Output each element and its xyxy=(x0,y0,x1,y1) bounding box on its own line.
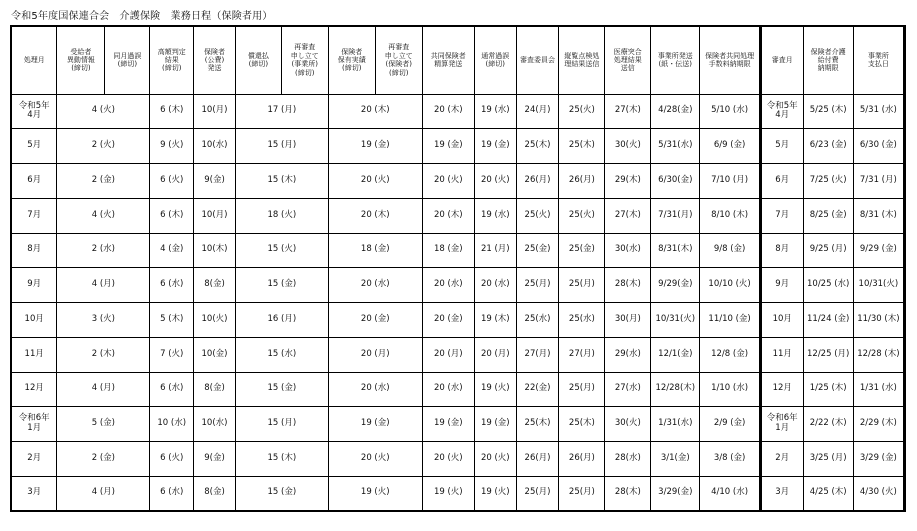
table-cell: 6 (木) xyxy=(150,94,194,129)
table-cell: 12/25 (月) xyxy=(803,337,853,372)
table-row xyxy=(11,233,905,268)
table-cell: 15 (金) xyxy=(235,268,328,303)
table-row xyxy=(11,198,905,233)
month-cell: 6月 xyxy=(11,164,57,199)
review-month-cell: 3月 xyxy=(760,476,803,511)
table-cell: 20 (火) xyxy=(474,164,516,199)
table-cell: 6 (火) xyxy=(150,442,194,477)
table-cell: 22(金) xyxy=(516,372,559,407)
table-cell: 4 (月) xyxy=(57,372,150,407)
table-cell: 6 (水) xyxy=(150,372,194,407)
table-cell: 25(金) xyxy=(559,233,605,268)
table-cell: 20 (水) xyxy=(422,268,474,303)
month-cell: 9月 xyxy=(11,268,57,303)
table-cell: 20 (火) xyxy=(328,164,422,199)
table-cell: 9(金) xyxy=(194,164,236,199)
table-cell: 25(火) xyxy=(516,198,559,233)
table-cell: 2 (火) xyxy=(57,129,150,164)
table-cell: 20 (木) xyxy=(422,198,474,233)
table-cell: 15 (金) xyxy=(235,372,328,407)
document-title: 令和5年度国保連合会 介護保険 業務日程（保険者用） xyxy=(11,11,273,22)
table-cell: 19 (金) xyxy=(422,407,474,442)
table-cell: 4/10 (水) xyxy=(700,476,761,511)
month-cell: 7月 xyxy=(11,198,57,233)
table-cell: 8(金) xyxy=(194,268,236,303)
table-cell: 1/10 (水) xyxy=(700,372,761,407)
table-row xyxy=(11,372,905,407)
header-cell: 事業所 支払日 xyxy=(853,26,904,94)
table-cell: 9/29(金) xyxy=(651,268,700,303)
table-row xyxy=(11,129,905,164)
table-cell: 8/31(木) xyxy=(651,233,700,268)
table-cell: 15 (火) xyxy=(235,233,328,268)
table-cell: 15 (金) xyxy=(235,476,328,511)
header-cell: 処理月 xyxy=(11,26,57,94)
table-cell: 5 (金) xyxy=(57,407,150,442)
table-cell: 9/8 (金) xyxy=(700,233,761,268)
table-cell: 20 (水) xyxy=(422,372,474,407)
table-cell: 10 (水) xyxy=(150,407,194,442)
table-cell: 10(木) xyxy=(194,233,236,268)
table-cell: 1/31 (水) xyxy=(853,372,904,407)
table-cell: 2 (金) xyxy=(57,442,150,477)
table-cell: 20 (月) xyxy=(422,337,474,372)
table-cell: 30(水) xyxy=(605,233,651,268)
header-cell: 審査月 xyxy=(760,26,803,94)
table-cell: 15 (木) xyxy=(235,442,328,477)
table-cell: 7/31 (月) xyxy=(853,164,904,199)
table-cell: 25(木) xyxy=(516,407,559,442)
table-cell: 8/31 (木) xyxy=(853,198,904,233)
table-cell: 1/25 (木) xyxy=(803,372,853,407)
table-cell: 2/9 (金) xyxy=(700,407,761,442)
table-cell: 27(木) xyxy=(605,94,651,129)
table-cell: 20 (金) xyxy=(422,303,474,338)
table-cell: 9/29 (金) xyxy=(853,233,904,268)
table-cell: 27(月) xyxy=(559,337,605,372)
table-cell: 20 (金) xyxy=(328,303,422,338)
table-cell: 15 (水) xyxy=(235,337,328,372)
table-cell: 6 (水) xyxy=(150,476,194,511)
table-cell: 24(月) xyxy=(516,94,559,129)
table-cell: 19 (木) xyxy=(474,303,516,338)
table-cell: 6/9 (金) xyxy=(700,129,761,164)
table-row xyxy=(11,442,905,477)
header-cell: 共同保険者 精算発送 xyxy=(422,26,474,94)
table-cell: 19 (金) xyxy=(422,129,474,164)
table-cell: 26(月) xyxy=(559,164,605,199)
table-cell: 2/22 (木) xyxy=(803,407,853,442)
header-cell: 事業所発送 (紙・伝送) xyxy=(651,26,700,94)
table-cell: 4/28(金) xyxy=(651,94,700,129)
table-cell: 3/25 (月) xyxy=(803,442,853,477)
table-cell: 8(金) xyxy=(194,476,236,511)
table-row xyxy=(11,407,905,442)
table-cell: 19 (火) xyxy=(474,476,516,511)
table-cell: 4 (金) xyxy=(150,233,194,268)
header-cell: 保険者共同処理 手数料納期限 xyxy=(700,26,761,94)
table-cell: 5/25 (木) xyxy=(803,94,853,129)
header-cell: 保険者 (公費) 発送 xyxy=(194,26,236,94)
table-cell: 10/31(火) xyxy=(853,268,904,303)
review-month-cell: 令和6年 1月 xyxy=(760,407,803,442)
review-month-cell: 2月 xyxy=(760,442,803,477)
table-cell: 3/29(金) xyxy=(651,476,700,511)
review-month-cell: 5月 xyxy=(760,129,803,164)
table-cell: 4/30 (火) xyxy=(853,476,904,511)
table-cell: 5/31 (水) xyxy=(853,94,904,129)
table-cell: 19 (金) xyxy=(474,129,516,164)
table-cell: 20 (水) xyxy=(328,372,422,407)
table-cell: 5/31(水) xyxy=(651,129,700,164)
table-cell: 16 (月) xyxy=(235,303,328,338)
month-cell: 10月 xyxy=(11,303,57,338)
table-cell: 4 (火) xyxy=(57,94,150,129)
table-cell: 9/25 (月) xyxy=(803,233,853,268)
table-cell: 27(月) xyxy=(516,337,559,372)
table-cell: 4 (月) xyxy=(57,476,150,511)
schedule-body xyxy=(11,94,905,511)
table-cell: 20 (火) xyxy=(474,442,516,477)
header-cell: 高額判定 結果 (締切) xyxy=(150,26,194,94)
table-row xyxy=(11,268,905,303)
table-row xyxy=(11,303,905,338)
table-cell: 25(火) xyxy=(559,198,605,233)
table-cell: 18 (火) xyxy=(235,198,328,233)
table-cell: 27(木) xyxy=(605,198,651,233)
table-cell: 25(水) xyxy=(559,303,605,338)
header-cell: 再審査 申し立て (保険者) (締切) xyxy=(375,26,422,94)
table-cell: 19 (火) xyxy=(328,476,422,511)
table-cell: 11/24 (金) xyxy=(803,303,853,338)
review-month-cell: 8月 xyxy=(760,233,803,268)
header-cell: 通常過誤 (締切) xyxy=(474,26,516,94)
header-cell: 医療突合 処理結果 送信 xyxy=(605,26,651,94)
month-cell: 8月 xyxy=(11,233,57,268)
table-cell: 15 (月) xyxy=(235,407,328,442)
table-cell: 29(木) xyxy=(605,164,651,199)
table-cell: 30(火) xyxy=(605,407,651,442)
table-cell: 12/1(金) xyxy=(651,337,700,372)
table-cell: 12/28(木) xyxy=(651,372,700,407)
table-cell: 10/10 (火) xyxy=(700,268,761,303)
table-cell: 28(水) xyxy=(605,442,651,477)
table-cell: 19 (水) xyxy=(474,94,516,129)
table-cell: 29(水) xyxy=(605,337,651,372)
table-cell: 4/25 (木) xyxy=(803,476,853,511)
table-cell: 2 (金) xyxy=(57,164,150,199)
table-cell: 19 (金) xyxy=(474,407,516,442)
table-row xyxy=(11,476,905,511)
table-cell: 4 (月) xyxy=(57,268,150,303)
table-cell: 10(金) xyxy=(194,337,236,372)
table-cell: 20 (月) xyxy=(328,337,422,372)
table-cell: 25(木) xyxy=(559,129,605,164)
table-cell: 20 (木) xyxy=(328,198,422,233)
header-cell: 審査委員会 xyxy=(516,26,559,94)
review-month-cell: 11月 xyxy=(760,337,803,372)
table-cell: 25(月) xyxy=(559,476,605,511)
table-row xyxy=(11,337,905,372)
table-cell: 19 (水) xyxy=(474,198,516,233)
table-cell: 11/30 (木) xyxy=(853,303,904,338)
table-row xyxy=(11,94,905,129)
table-cell: 15 (月) xyxy=(235,129,328,164)
table-cell: 25(月) xyxy=(559,268,605,303)
month-cell: 令和6年 1月 xyxy=(11,407,57,442)
table-cell: 17 (月) xyxy=(235,94,328,129)
table-cell: 25(水) xyxy=(516,303,559,338)
table-cell: 10(水) xyxy=(194,129,236,164)
table-cell: 8/10 (木) xyxy=(700,198,761,233)
table-cell: 25(木) xyxy=(559,407,605,442)
table-cell: 30(月) xyxy=(605,303,651,338)
header-cell: 縦覧点検処 理結果送信 xyxy=(559,26,605,94)
table-cell: 3/1(金) xyxy=(651,442,700,477)
header-cell: 保険者介護 給付費 納期限 xyxy=(803,26,853,94)
table-cell: 28(木) xyxy=(605,476,651,511)
table-cell: 19 (金) xyxy=(328,129,422,164)
review-month-cell: 7月 xyxy=(760,198,803,233)
table-cell: 6 (火) xyxy=(150,164,194,199)
month-cell: 11月 xyxy=(11,337,57,372)
table-cell: 2/29 (木) xyxy=(853,407,904,442)
month-cell: 2月 xyxy=(11,442,57,477)
table-cell: 25(火) xyxy=(559,94,605,129)
table-cell: 3/29 (金) xyxy=(853,442,904,477)
table-cell: 12/28 (木) xyxy=(853,337,904,372)
table-cell: 30(火) xyxy=(605,129,651,164)
header-cell: 受給者 異動情報 (締切) xyxy=(57,26,105,94)
table-cell: 25(月) xyxy=(559,372,605,407)
table-cell: 7/10 (月) xyxy=(700,164,761,199)
table-cell: 12/8 (金) xyxy=(700,337,761,372)
table-cell: 1/31(水) xyxy=(651,407,700,442)
table-cell: 25(月) xyxy=(516,268,559,303)
table-cell: 3/8 (金) xyxy=(700,442,761,477)
header-cell: 償還払 (締切) xyxy=(235,26,281,94)
table-cell: 20 (水) xyxy=(474,268,516,303)
table-cell: 2 (木) xyxy=(57,337,150,372)
header-cell: 再審査 申し立て (事業所) (締切) xyxy=(281,26,328,94)
review-month-cell: 令和5年 4月 xyxy=(760,94,803,129)
table-cell: 5/10 (水) xyxy=(700,94,761,129)
table-cell: 10/25 (水) xyxy=(803,268,853,303)
schedule-table xyxy=(10,25,906,512)
table-row xyxy=(11,164,905,199)
table-cell: 15 (木) xyxy=(235,164,328,199)
table-cell: 7/31(月) xyxy=(651,198,700,233)
table-cell: 20 (火) xyxy=(422,164,474,199)
month-cell: 令和5年 4月 xyxy=(11,94,57,129)
table-cell: 18 (金) xyxy=(328,233,422,268)
table-cell: 3 (火) xyxy=(57,303,150,338)
table-cell: 19 (火) xyxy=(422,476,474,511)
table-cell: 21 (月) xyxy=(474,233,516,268)
month-cell: 12月 xyxy=(11,372,57,407)
header-cell: 同月過誤 (締切) xyxy=(105,26,150,94)
table-cell: 4 (火) xyxy=(57,198,150,233)
table-cell: 10(火) xyxy=(194,303,236,338)
table-cell: 6/30(金) xyxy=(651,164,700,199)
table-cell: 25(木) xyxy=(516,129,559,164)
table-cell: 11/10 (金) xyxy=(700,303,761,338)
table-cell: 7 (火) xyxy=(150,337,194,372)
table-cell: 28(木) xyxy=(605,268,651,303)
review-month-cell: 12月 xyxy=(760,372,803,407)
header-cell: 保険者 保有実績 (締切) xyxy=(328,26,375,94)
table-cell: 20 (木) xyxy=(328,94,422,129)
table-cell: 19 (金) xyxy=(328,407,422,442)
month-cell: 3月 xyxy=(11,476,57,511)
table-cell: 10/31(火) xyxy=(651,303,700,338)
table-cell: 18 (金) xyxy=(422,233,474,268)
table-cell: 8/25 (金) xyxy=(803,198,853,233)
table-cell: 9 (火) xyxy=(150,129,194,164)
table-cell: 20 (火) xyxy=(422,442,474,477)
table-cell: 2 (水) xyxy=(57,233,150,268)
table-cell: 25(金) xyxy=(516,233,559,268)
review-month-cell: 9月 xyxy=(760,268,803,303)
header-row xyxy=(11,26,905,94)
table-cell: 9(金) xyxy=(194,442,236,477)
table-cell: 10(月) xyxy=(194,94,236,129)
review-month-cell: 6月 xyxy=(760,164,803,199)
table-cell: 7/25 (火) xyxy=(803,164,853,199)
table-cell: 26(月) xyxy=(559,442,605,477)
table-cell: 19 (火) xyxy=(474,372,516,407)
table-cell: 27(水) xyxy=(605,372,651,407)
table-cell: 26(月) xyxy=(516,442,559,477)
review-month-cell: 10月 xyxy=(760,303,803,338)
table-cell: 25(月) xyxy=(516,476,559,511)
table-cell: 6 (木) xyxy=(150,198,194,233)
table-cell: 6 (水) xyxy=(150,268,194,303)
table-cell: 20 (月) xyxy=(474,337,516,372)
table-cell: 20 (火) xyxy=(328,442,422,477)
table-cell: 20 (木) xyxy=(422,94,474,129)
table-cell: 10(月) xyxy=(194,198,236,233)
table-cell: 6/23 (金) xyxy=(803,129,853,164)
table-cell: 10(水) xyxy=(194,407,236,442)
table-cell: 5 (木) xyxy=(150,303,194,338)
table-cell: 20 (水) xyxy=(328,268,422,303)
table-cell: 26(月) xyxy=(516,164,559,199)
table-cell: 6/30 (金) xyxy=(853,129,904,164)
table-cell: 8(金) xyxy=(194,372,236,407)
month-cell: 5月 xyxy=(11,129,57,164)
